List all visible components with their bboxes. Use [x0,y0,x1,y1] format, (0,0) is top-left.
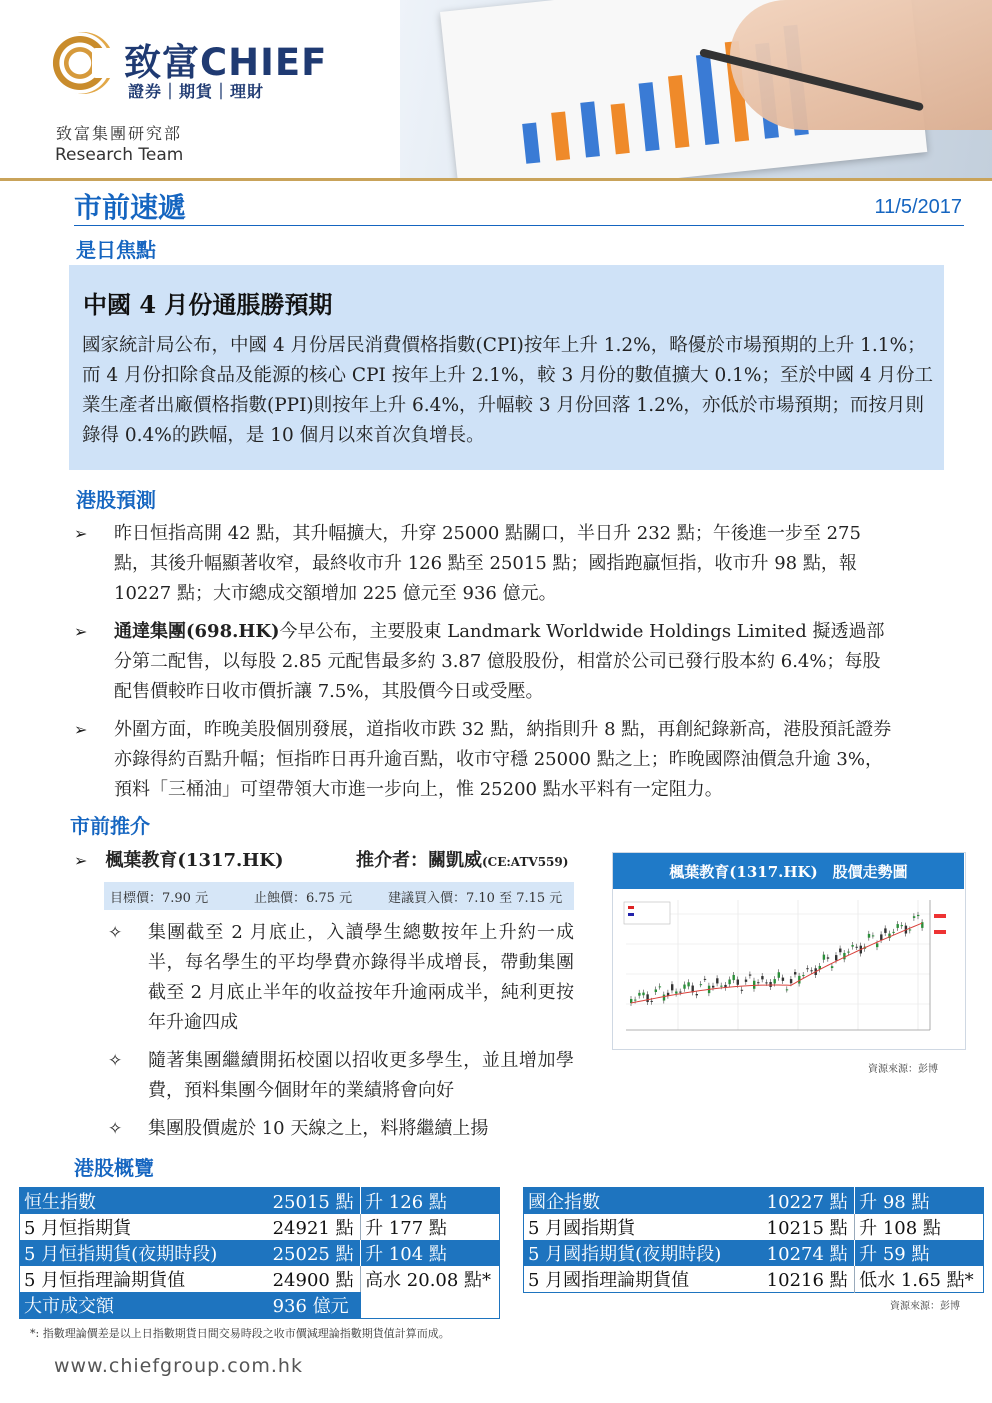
cell-change: 升 98 點 [855,1188,984,1215]
rec-stock-name: 楓葉教育(1317.HK) [105,850,284,871]
candle-body [790,979,792,983]
cell-change: 升 126 點 [361,1188,500,1215]
section-focus: 是日焦點 [76,238,156,262]
cell-change: 升 108 點 [855,1214,984,1240]
candle-body [831,966,833,968]
hsi-table [19,1187,500,1319]
candle-body [769,982,771,987]
rec-price-bar [104,882,574,910]
candle-body [737,980,739,985]
list-item [74,715,892,805]
table-row [20,1292,500,1319]
rec-recommender-label: 推介者： [356,850,428,871]
table-row [524,1214,984,1240]
arrow-bullet-icon: ➢ [74,851,88,870]
cell-value: 25015 點 [269,1188,361,1215]
candle-body [778,972,780,978]
candle-body [655,989,657,992]
bullet-text: 昨日恒指高開 42 點，其升幅擴大，升穿 25000 點關口，半日升 232 點；午後進一步至 275 點，其後升幅顯著收窄，最終收市升 126 點至 25015 點；國指跑贏恒指，收市升 98 點，報 10227 點；大市總成交額增加 225 億元至 936 億元。 [114,523,861,604]
table-row [20,1266,500,1292]
cell-value: 936 億元 [269,1292,361,1319]
brand-name: 致富CHIEF [124,41,328,84]
header-photo [400,0,992,180]
candle-body [687,982,689,986]
rec-stock [74,846,283,872]
list-item [108,918,574,1038]
title-rule [74,225,964,226]
section-overview: 港股概覽 [74,1156,154,1180]
cell-value: 24921 點 [269,1214,361,1240]
focus-body: 國家統計局公布，中國 4 月份居民消費價格指數(CPI)按年上升 1.2%，略優於市場預期的上升 1.1%；而 4 月份扣除食品及能源的核心 CPI 按年上升 2.1%，較 3 月份的數值擴大 0.1%；至於中國 4 月份工業生產者出廠價格指數(PPI)則按年上升 6.4%，升幅較 3 月份回落 1.2%，亦低於市場預期；而按月則錄得 0.4%的跌幅，是 10 個月以來首次負增長。 [82,335,934,446]
cell-name: 5 月國指理論期貨值 [524,1266,763,1293]
candle-body [810,970,812,971]
chief-logo-cut [92,48,122,78]
table-row [524,1266,984,1293]
table-row [20,1240,500,1266]
candle-body [823,955,825,960]
chart-source: 資源來源：彭博 [868,1064,938,1075]
forecast-list [74,519,892,813]
diamond-bullet-icon: ✧ [108,1119,123,1139]
bullet-text: 外圍方面，昨晚美股個別發展，道指收市跌 32 點，納指則升 8 點，再創紀錄新高，港股預託證券亦錄得約百點升幅；恒指昨日再升逾百點，收市守穩 25000 點之上；昨晚國際油價急升逾 3%，預料「三桶油」可望帶領大市進一步向上，惟 25200 點水平料有一定阻力。 [114,719,892,800]
arrow-bullet-icon: ➢ [74,524,88,543]
candle-body [642,993,644,996]
candle-body [659,986,661,987]
cell-name: 5 月恒指期貨 [20,1214,269,1240]
bullet-text: 今早公布，主要股東 Landmark Worldwide Holdings Limited 擬透過部分第二配售，以每股 2.85 元配售最多約 3.87 億股股份，相當於公司已發行股本約 6.4%；每股配售價較昨日收市價折讓 7.5%，其股價今日或受壓。 [114,621,885,702]
arrow-bullet-icon: ➢ [74,720,88,739]
candle-body [827,957,829,958]
rec-recommender [356,846,568,872]
candle-body [909,929,911,930]
cell-name: 國企指數 [524,1188,763,1215]
cell-change: 升 104 點 [361,1240,500,1266]
stock-price-chart-image [618,894,958,1042]
cell-name: 5 月恒指理論期貨值 [20,1266,269,1292]
list-item [108,1114,574,1144]
cell-name: 大市成交額 [20,1292,269,1319]
list-item [74,617,892,707]
cell-change: 高水 20.08 點* [361,1266,500,1292]
cell-change [361,1292,500,1319]
hscei-table [523,1187,984,1293]
candle-body [876,943,878,947]
candle-body [720,986,722,987]
candle-body [892,932,894,933]
candle-body [856,947,858,948]
candle-body [716,978,718,983]
rec-recommender-name: 關凱威 [428,850,482,871]
bullet-bold: 通達集團(698.HK) [114,621,280,642]
cell-value: 24900 點 [269,1266,361,1292]
cell-change: 升 177 點 [361,1214,500,1240]
candle-body [782,978,784,981]
point-text: 隨著集團繼續開拓校園以招收更多學生，並且增加學費，預料集團今個財年的業績將會向好 [148,1050,574,1101]
candle-body [761,976,763,979]
cell-name: 5 月恒指期貨(夜期時段) [20,1240,269,1266]
candle-body [806,968,808,969]
footer-website: www.chiefgroup.com.hk [54,1355,303,1377]
candle-body [880,934,882,940]
candle-body [839,949,841,953]
cell-change: 低水 1.65 點* [855,1266,984,1293]
table-row [524,1240,984,1266]
section-hk-forecast: 港股預測 [76,488,156,512]
diamond-bullet-icon: ✧ [108,923,123,943]
diamond-bullet-icon: ✧ [108,1051,123,1071]
candle-body [851,945,853,947]
brand-subtitle: 證券｜期貨｜理財 [128,82,265,101]
stop-loss-price: 止蝕價：6.75 元 [254,890,353,906]
candle-body [728,979,730,984]
candle-body [679,992,681,993]
focus-headline: 中國 4 月份通脹勝預期 [83,290,333,319]
rec-points [108,918,574,1152]
report-date: 11/5/2017 [874,196,962,218]
candle-body [741,990,743,991]
cell-name: 5 月國指期貨(夜期時段) [524,1240,763,1266]
cell-value: 25025 點 [269,1240,361,1266]
candle-body [786,989,788,990]
cell-value: 10274 點 [763,1240,855,1266]
report-title: 市前速遞 [74,191,187,224]
candle-body [868,934,870,938]
team-name-en: Research Team [55,145,184,165]
candle-body [872,935,874,936]
candle-body [651,1001,653,1002]
candle-body [634,1000,636,1001]
cell-change: 升 59 點 [855,1240,984,1266]
candle-body [745,980,747,982]
header-divider [0,178,992,181]
section-recommendation: 市前推介 [70,814,150,838]
candle-body [700,984,702,985]
table-source: 資源來源：彭博 [890,1301,960,1312]
candle-body [671,984,673,990]
candle-body [794,972,796,974]
table-row [20,1188,500,1215]
candle-body [683,985,685,989]
team-name-zh: 致富集團研究部 [56,124,183,143]
candle-body [843,953,845,959]
candle-body [663,995,665,1001]
candle-body [913,916,915,918]
candle-body [835,955,837,960]
target-price: 目標價：7.90 元 [110,890,209,906]
footnote: *: 指數理論價差是以上日指數期貨日間交易時段之收市價減理論指數期貨值計算而成。 [30,1327,450,1340]
buy-range: 建議買入價：7.10 至 7.15 元 [388,890,563,906]
cell-name: 恒生指數 [20,1188,269,1215]
cell-name: 5 月國指期貨 [524,1214,763,1240]
candle-body [802,975,804,976]
candle-body [696,994,698,995]
candle-body [638,993,640,996]
cell-value: 10216 點 [763,1266,855,1293]
candle-body [917,915,919,916]
cell-value: 10227 點 [763,1188,855,1215]
candle-body [884,928,886,933]
candle-body [897,924,899,928]
candle-body [704,979,706,980]
candle-body [712,986,714,988]
candle-body [646,994,648,1002]
point-text: 集團截至 2 月底止，入讀學生總數按年上升約一成半，每名學生的平均學費亦錄得半成增長，帶動集團截至 2 月底止半年的收益按年升逾兩成半，純利更按年升逾四成 [148,922,574,1033]
candle-body [901,925,903,926]
list-item [108,1046,574,1106]
arrow-bullet-icon: ➢ [74,622,88,641]
table-row [20,1214,500,1240]
point-text: 集團股價處於 10 天線之上，料將繼續上揚 [148,1118,489,1139]
rec-recommender-code: (CE:ATV559) [482,855,569,869]
candle-body [749,975,751,976]
table-row [524,1188,984,1215]
candle-body [753,981,755,989]
cell-value: 10215 點 [763,1214,855,1240]
candle-body [774,979,776,983]
candle-body [847,952,849,953]
stock-chart-title: 楓葉教育(1317.HK) 股價走勢圖 [613,853,964,889]
candle-body [757,982,759,983]
candle-body [765,982,767,983]
candle-body [733,975,735,980]
list-item [74,519,892,609]
candle-body [675,991,677,993]
